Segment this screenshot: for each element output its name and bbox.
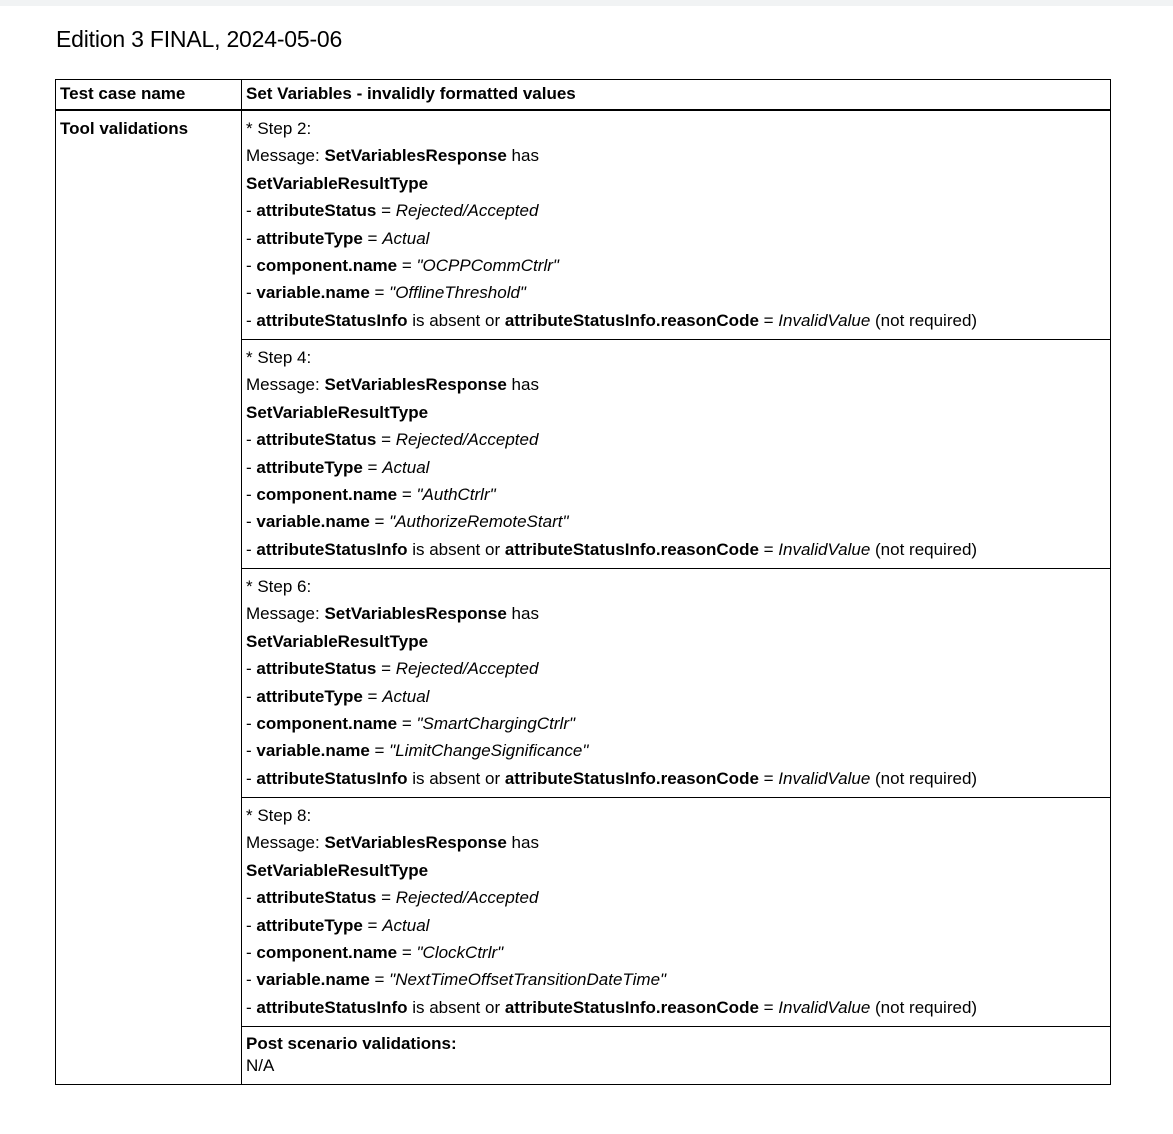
field-name: component.name: [256, 256, 398, 276]
validation-line: [246, 307, 1106, 334]
text: -: [246, 714, 257, 734]
field-value: Actual: [382, 228, 430, 248]
text: -: [246, 741, 257, 761]
field-name: SetVariableResultType: [246, 631, 429, 651]
validation-line: [246, 802, 1106, 829]
validation-line: [246, 966, 1106, 993]
field-value: Actual: [382, 457, 430, 477]
text: =: [758, 768, 779, 788]
validation-line: [246, 829, 1106, 856]
text: -: [246, 659, 257, 679]
text: * Step 6:: [246, 577, 312, 596]
field-name: SetVariableResultType: [246, 860, 429, 880]
field-value: "AuthCtrlr": [416, 485, 496, 505]
text: -: [246, 310, 257, 330]
validation-line: [246, 683, 1106, 710]
field-name: attributeStatusInfo: [256, 997, 408, 1017]
field-value: InvalidValue: [778, 539, 871, 559]
field-value: Rejected/Accepted: [395, 201, 539, 221]
text: =: [397, 485, 417, 505]
field-value: "SmartChargingCtrlr": [416, 714, 576, 734]
text: =: [376, 888, 396, 908]
field-name: variable.name: [256, 512, 370, 532]
header-label: Test case name: [56, 80, 242, 111]
test-case-name: Set Variables - invalidly formatted values: [242, 80, 1111, 111]
field-name: attributeStatusInfo.reasonCode: [504, 310, 759, 330]
field-name: attributeStatus: [256, 888, 377, 908]
validation-line: [246, 252, 1106, 279]
field-name: attributeStatusInfo.reasonCode: [504, 997, 759, 1017]
text: =: [397, 943, 417, 963]
text: =: [362, 915, 383, 935]
validation-line: [246, 857, 1106, 884]
field-name: attributeType: [256, 915, 363, 935]
validation-line: [246, 884, 1106, 911]
field-name: attributeStatus: [256, 430, 377, 450]
text: (not required): [870, 997, 978, 1017]
validation-line: [246, 737, 1106, 764]
text: -: [246, 915, 257, 935]
text: -: [246, 430, 257, 450]
field-name: SetVariablesResponse: [324, 375, 507, 395]
field-name: SetVariableResultType: [246, 402, 429, 422]
validation-line: [246, 536, 1106, 563]
text: -: [246, 970, 257, 990]
field-value: "LimitChangeSignificance": [389, 741, 589, 761]
field-name: component.name: [256, 943, 398, 963]
validation-line: [246, 197, 1106, 224]
text: =: [376, 659, 396, 679]
post-validations-label: Post scenario validations:: [246, 1034, 457, 1053]
text: -: [246, 686, 257, 706]
text: =: [397, 714, 417, 734]
text: =: [362, 228, 383, 248]
field-value: Rejected/Accepted: [395, 430, 539, 450]
text: =: [369, 741, 390, 761]
field-name: attributeStatus: [256, 201, 377, 221]
text: -: [246, 228, 257, 248]
validation-line: [246, 573, 1106, 600]
validation-line: [246, 225, 1106, 252]
validation-line: [246, 939, 1106, 966]
step-cell: [242, 110, 1111, 340]
text: has: [506, 833, 539, 853]
validation-line: [246, 994, 1106, 1021]
text: -: [246, 943, 257, 963]
text: * Step 4:: [246, 348, 312, 367]
text: =: [758, 310, 779, 330]
field-value: InvalidValue: [778, 310, 871, 330]
field-name: attributeStatusInfo: [256, 310, 408, 330]
validation-line: [246, 508, 1106, 535]
text: -: [246, 457, 257, 477]
row-label: Tool validations: [56, 110, 242, 1085]
text: -: [246, 283, 257, 303]
document-title: Edition 3 FINAL, 2024-05-06: [56, 26, 343, 52]
field-name: attributeType: [256, 228, 363, 248]
field-name: attributeStatusInfo.reasonCode: [504, 539, 759, 559]
validation-line: [246, 912, 1106, 939]
text: (not required): [870, 768, 978, 788]
validation-line: [246, 344, 1106, 371]
field-value: "OCPPCommCtrlr": [416, 256, 559, 276]
validation-line: [246, 628, 1106, 655]
text: * Step 2:: [246, 119, 312, 138]
text: =: [376, 201, 396, 221]
validation-line: [246, 454, 1106, 481]
text: has: [506, 375, 539, 395]
validation-line: [246, 765, 1106, 792]
table-header-row: [56, 80, 1111, 111]
text: =: [369, 512, 390, 532]
text: =: [369, 970, 390, 990]
text: has: [506, 146, 539, 166]
field-value: Actual: [382, 915, 430, 935]
text: -: [246, 485, 257, 505]
text: Message:: [246, 375, 325, 395]
field-name: variable.name: [256, 283, 370, 303]
text: =: [758, 997, 779, 1017]
field-name: attributeType: [256, 686, 363, 706]
test-case-table: [55, 79, 1111, 1085]
validation-line: [246, 481, 1106, 508]
top-bar: [0, 0, 1173, 6]
validation-line: [246, 115, 1106, 142]
text: is absent or: [407, 539, 505, 559]
table-row: [56, 110, 1111, 340]
text: -: [246, 997, 257, 1017]
field-name: variable.name: [256, 970, 370, 990]
field-value: InvalidValue: [778, 997, 871, 1017]
text: -: [246, 512, 257, 532]
field-value: "AuthorizeRemoteStart": [389, 512, 569, 532]
text: is absent or: [407, 768, 505, 788]
validation-line: [246, 399, 1106, 426]
text: -: [246, 539, 257, 559]
validation-line: [246, 655, 1106, 682]
step-cell: [242, 798, 1111, 1027]
validation-line: [246, 426, 1106, 453]
post-validations-value: N/A: [246, 1056, 275, 1075]
text: -: [246, 768, 257, 788]
field-name: attributeStatusInfo.reasonCode: [504, 768, 759, 788]
field-name: component.name: [256, 485, 398, 505]
text: Message:: [246, 146, 325, 166]
text: -: [246, 256, 257, 276]
step-cell: [242, 340, 1111, 569]
field-value: "OfflineThreshold": [389, 283, 526, 303]
field-value: Rejected/Accepted: [395, 659, 539, 679]
text: =: [369, 283, 390, 303]
post-validations-cell: [242, 1027, 1111, 1085]
text: Message:: [246, 604, 325, 624]
step-cell: [242, 569, 1111, 798]
field-name: attributeStatusInfo: [256, 539, 408, 559]
validation-line: [246, 600, 1106, 627]
validation-line: [246, 142, 1106, 169]
field-value: Rejected/Accepted: [395, 888, 539, 908]
field-name: component.name: [256, 714, 398, 734]
validation-line: [246, 170, 1106, 197]
field-name: SetVariablesResponse: [324, 604, 507, 624]
text: =: [376, 430, 396, 450]
text: is absent or: [407, 997, 505, 1017]
field-name: attributeStatusInfo: [256, 768, 408, 788]
text: -: [246, 201, 257, 221]
field-value: "ClockCtrlr": [416, 943, 504, 963]
text: (not required): [870, 539, 978, 559]
text: =: [397, 256, 417, 276]
field-value: InvalidValue: [778, 768, 871, 788]
field-name: attributeType: [256, 457, 363, 477]
field-value: Actual: [382, 686, 430, 706]
text: is absent or: [407, 310, 505, 330]
field-name: attributeStatus: [256, 659, 377, 679]
field-name: SetVariableResultType: [246, 173, 429, 193]
text: (not required): [870, 310, 978, 330]
text: =: [362, 457, 383, 477]
field-name: SetVariablesResponse: [324, 146, 507, 166]
text: Message:: [246, 833, 325, 853]
validation-line: [246, 371, 1106, 398]
field-value: "NextTimeOffsetTransitionDateTime": [389, 970, 667, 990]
validation-line: [246, 710, 1106, 737]
text: -: [246, 888, 257, 908]
text: * Step 8:: [246, 806, 312, 825]
text: has: [506, 604, 539, 624]
field-name: variable.name: [256, 741, 370, 761]
field-name: SetVariablesResponse: [324, 833, 507, 853]
validation-line: [246, 279, 1106, 306]
text: =: [758, 539, 779, 559]
text: =: [362, 686, 383, 706]
